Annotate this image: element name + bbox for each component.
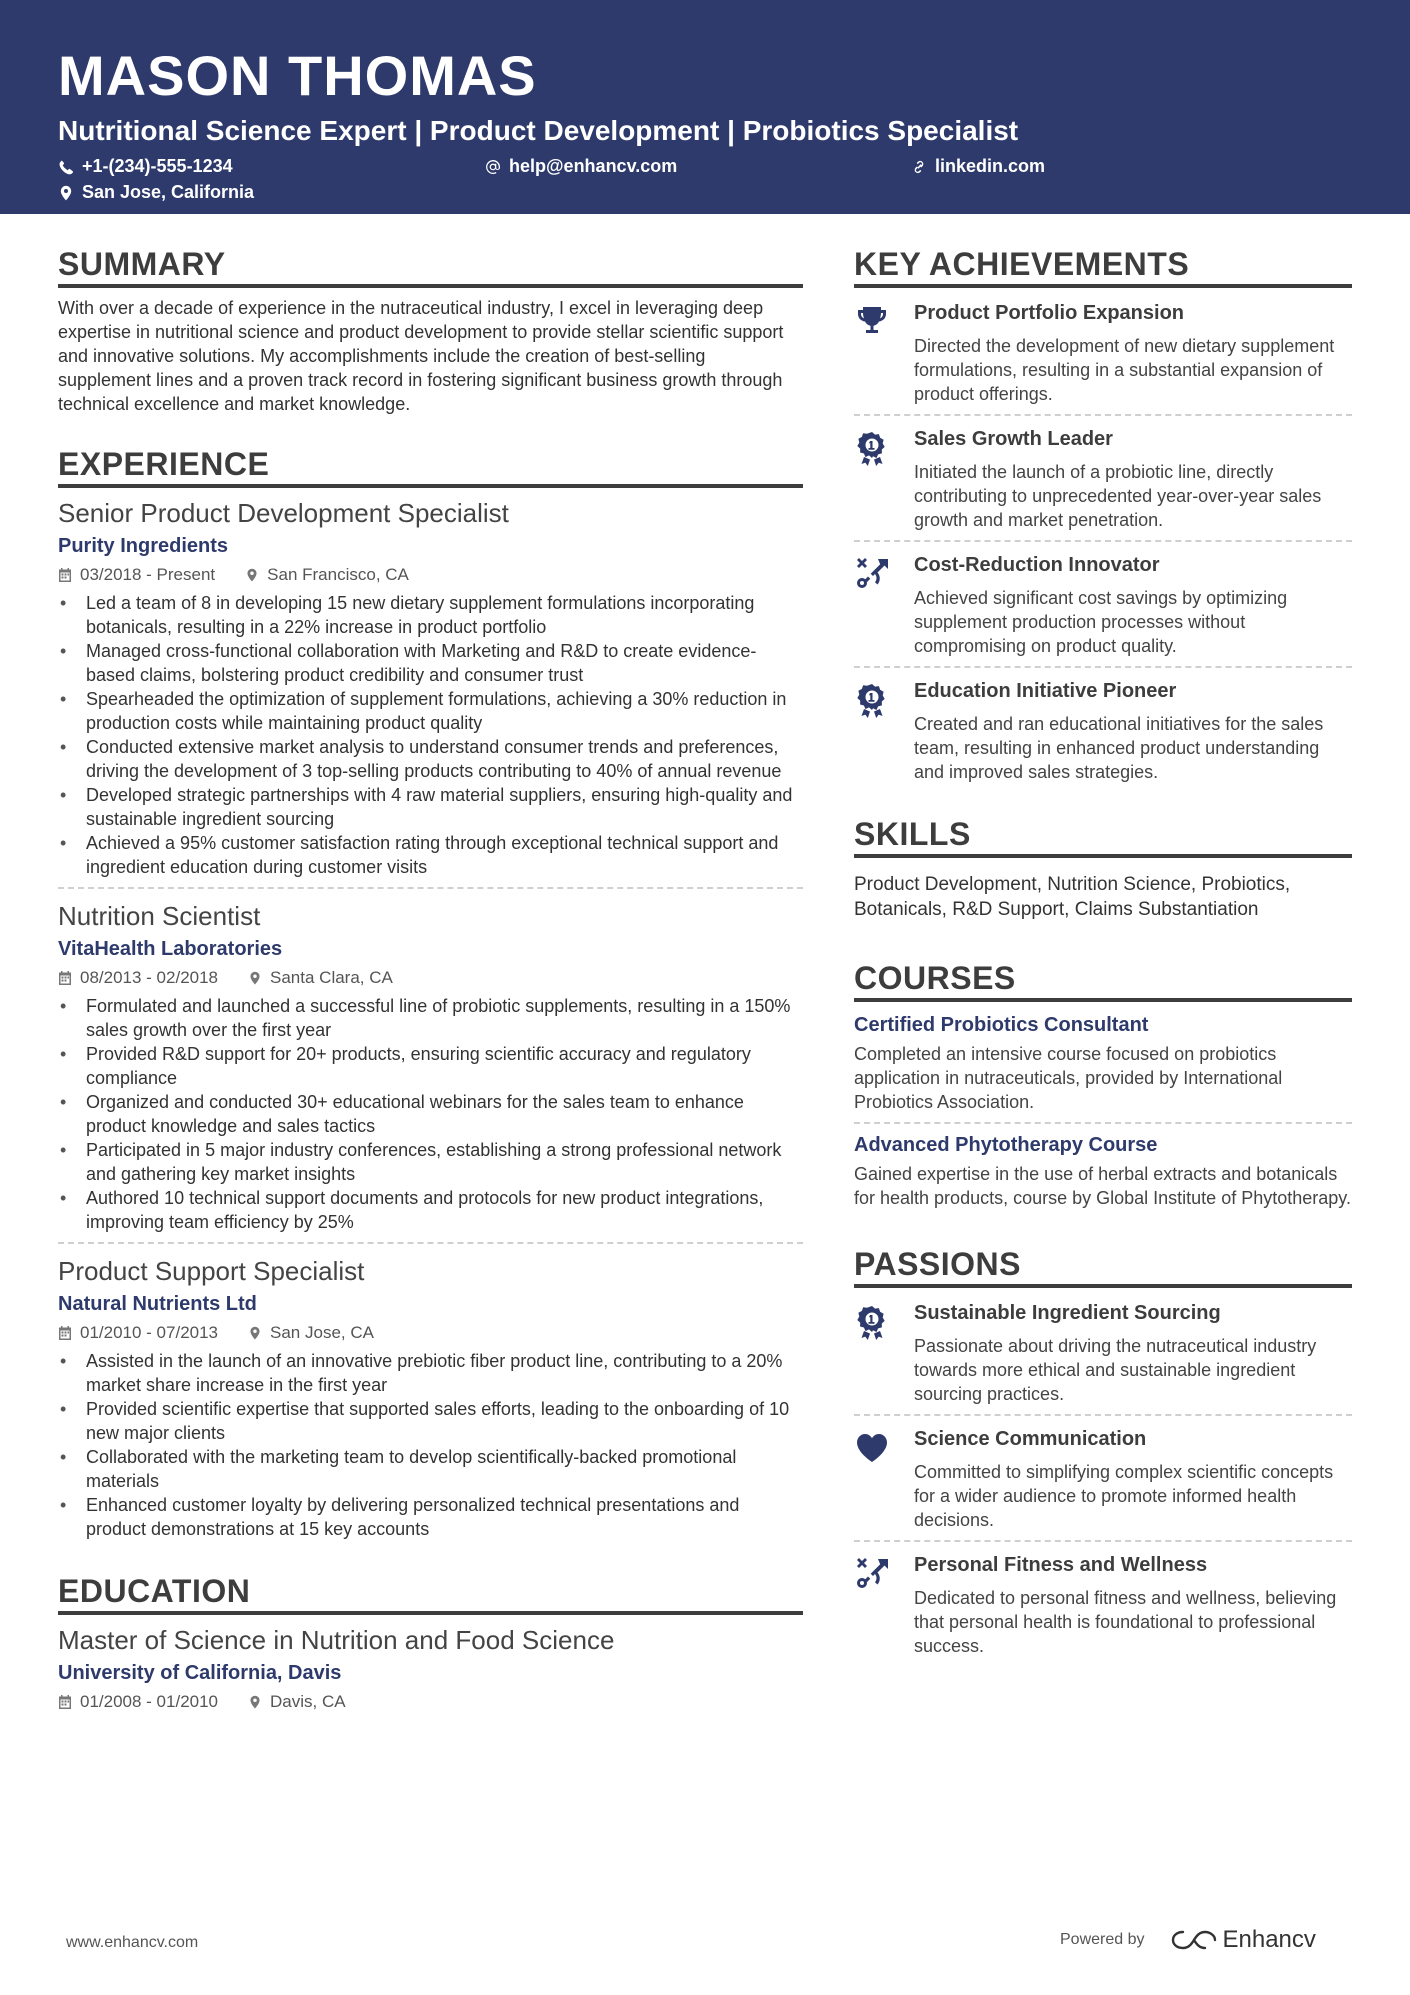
brand-name: Enhancv: [1222, 1926, 1316, 1953]
education-location-text: Davis, CA: [270, 1692, 346, 1711]
medal-icon: [854, 430, 890, 466]
course-desc: Gained expertise in the use of herbal extracts and botanicals for health products, course by Global Institute of Phytotherapy.: [854, 1164, 1351, 1208]
course-item: [854, 1124, 1352, 1218]
skills-text: Product Development, Nutrition Science, Probiotics, Botanicals, R&D Support, Claims Substantiation: [854, 874, 1291, 920]
calendar-icon: [58, 1695, 72, 1709]
contact-email[interactable]: [485, 156, 677, 177]
bullet-item: • Provided scientific expertise that supported sales efforts, leading to the onboarding of 10 new major clients: [58, 1397, 803, 1445]
job-dates-text: 01/2010 - 07/2013: [80, 1323, 219, 1342]
calendar-icon: [58, 1326, 72, 1340]
bullet-item: • Authored 10 technical support documents and protocols for new product integrations, improving team efficiency by 25%: [58, 1186, 803, 1234]
job-location: [248, 1321, 374, 1345]
degree-title: Master of Science in Nutrition and Food Science: [58, 1625, 615, 1655]
passion-desc: Committed to simplifying complex scientific concepts for a wider audience to promote informed health decisions.: [914, 1462, 1334, 1530]
passion-title: Personal Fitness and Wellness: [914, 1554, 1208, 1576]
job-location-text: San Francisco, CA: [267, 565, 409, 584]
passion-item: [854, 1296, 1352, 1416]
contact-info: [58, 156, 1352, 210]
calendar-icon: [58, 971, 72, 985]
achievement-item: [854, 668, 1352, 792]
passion-title: Sustainable Ingredient Sourcing: [914, 1302, 1221, 1324]
job-meta: [58, 1321, 803, 1345]
bullet-item: • Formulated and launched a successful line of probiotic supplements, resulting in a 150% sales growth over the first year: [58, 994, 803, 1042]
bullet-item: • Provided R&D support for 20+ products, ensuring scientific accuracy and regulatory compliance: [58, 1042, 803, 1090]
summary-heading: SUMMARY: [58, 244, 803, 288]
job-dates: [58, 1321, 218, 1345]
location-text: San Jose, California: [82, 182, 255, 202]
contact-linkedin[interactable]: [911, 156, 1045, 177]
medal-icon: [854, 1304, 890, 1340]
achievement-desc: Achieved significant cost savings by optimizing supplement production processes without compromising on product quality.: [914, 588, 1288, 656]
education-location: [248, 1690, 346, 1714]
achievement-desc: Directed the development of new dietary supplement formulations, resulting in a substantial expansion of product offerings.: [914, 336, 1335, 404]
job-dates-text: 08/2013 - 02/2018: [80, 968, 219, 987]
skills-section: [854, 814, 1352, 922]
linkedin-text: linkedin.com: [935, 156, 1046, 176]
trophy-icon: [854, 304, 890, 340]
job-entry: [58, 1254, 803, 1549]
bullet-item: • Developed strategic partnerships with 4 raw material suppliers, ensuring high-quality and sustainable ingredient sourcing: [58, 783, 803, 831]
job-dates: [58, 563, 215, 587]
bullet-item: • Managed cross-functional collaboration with Marketing and R&D to create evidence-based claims, bolstering product credibility and consumer trust: [58, 639, 803, 687]
courses-heading: COURSES: [854, 958, 1352, 1002]
location-pin-icon: [248, 971, 262, 985]
passion-item: [854, 1416, 1352, 1542]
phone-text: +1-(234)-555-1234: [82, 156, 233, 176]
bullet-item: • Achieved a 95% customer satisfaction rating through exceptional technical support and ingredient education during customer visits: [58, 831, 803, 879]
education-section: [58, 1571, 803, 1714]
bullet-item: • Assisted in the launch of an innovative prebiotic fiber product line, contributing to a 20% market share increase in the first year: [58, 1349, 803, 1397]
passion-title: Science Communication: [914, 1428, 1147, 1450]
school-name: University of California, Davis: [58, 1662, 342, 1684]
company-name: VitaHealth Laboratories: [58, 938, 283, 960]
footer-branding: [1060, 1926, 1316, 1954]
calendar-icon: [58, 568, 72, 582]
job-bullets: [58, 1349, 803, 1541]
summary-text: With over a decade of experience in the nutraceutical industry, I excel in leveraging deep expertise in nutritional science and product development to provide stellar scientific support and innovative solutions. My accomplishments include the creation of best-selling supplement lines and a proven track record in fostering significant business growth through technical excellence and market knowledge.: [58, 298, 784, 414]
job-dates-text: 03/2018 - Present: [80, 565, 216, 584]
achievements-heading: KEY ACHIEVEMENTS: [854, 244, 1352, 288]
courses-section: [854, 958, 1352, 1218]
company-name: Purity Ingredients: [58, 535, 229, 557]
left-column: [58, 244, 803, 1742]
summary-section: [58, 244, 803, 416]
job-location-text: Santa Clara, CA: [270, 968, 393, 987]
at-icon: [485, 159, 501, 175]
passions-section: [854, 1244, 1352, 1666]
job-location: [245, 563, 409, 587]
experience-heading: EXPERIENCE: [58, 444, 803, 488]
bullet-item: • Collaborated with the marketing team to develop scientifically-backed promotional materials: [58, 1445, 803, 1493]
bullet-item: • Enhanced customer loyalty by delivering personalized technical presentations and product demonstrations at 15 key accounts: [58, 1493, 803, 1541]
job-meta: [58, 563, 803, 587]
course-desc: Completed an intensive course focused on probiotics application in nutraceuticals, provided by International Probiotics Association.: [854, 1044, 1283, 1112]
job-bullets: [58, 591, 803, 879]
bullet-item: • Organized and conducted 30+ educational webinars for the sales team to enhance product knowledge and sales tactics: [58, 1090, 803, 1138]
job-location: [248, 966, 393, 990]
bullet-item: • Conducted extensive market analysis to understand consumer trends and preferences, driving the development of 3 top-selling products contributing to 40% of annual revenue: [58, 735, 803, 783]
achievement-title: Education Initiative Pioneer: [914, 680, 1177, 702]
job-entry: [58, 899, 803, 1244]
candidate-name: MASON THOMAS: [58, 44, 537, 107]
right-column: [854, 244, 1352, 1694]
strategy-icon: [854, 556, 890, 592]
achievement-title: Sales Growth Leader: [914, 428, 1113, 450]
course-title: Certified Probiotics Consultant: [854, 1014, 1149, 1036]
passion-item: [854, 1542, 1352, 1666]
job-title: Senior Product Development Specialist: [58, 498, 509, 528]
achievements-section: [854, 244, 1352, 792]
job-entry: [58, 496, 803, 889]
footer-website[interactable]: www.enhancv.com: [66, 1934, 199, 1951]
experience-section: [58, 444, 803, 1549]
achievement-item: [854, 542, 1352, 668]
email-text: help@enhancv.com: [509, 156, 678, 176]
achievement-desc: Initiated the launch of a probiotic line, directly contributing to unprecedented year-over-year sales growth and market penetration.: [914, 462, 1322, 530]
link-icon: [911, 159, 927, 175]
bullet-item: • Spearheaded the optimization of supplement formulations, achieving a 30% reduction in production costs while maintaining product quality: [58, 687, 803, 735]
job-title: Nutrition Scientist: [58, 901, 261, 931]
job-dates: [58, 966, 218, 990]
header: [0, 0, 1410, 214]
bullet-item: • Participated in 5 major industry conferences, establishing a strong professional network and gathering key market insights: [58, 1138, 803, 1186]
achievement-item: [854, 416, 1352, 542]
passion-desc: Dedicated to personal fitness and wellness, believing that personal health is foundational to professional success.: [914, 1588, 1337, 1656]
achievement-title: Product Portfolio Expansion: [914, 302, 1185, 324]
job-bullets: [58, 994, 803, 1234]
company-name: Natural Nutrients Ltd: [58, 1293, 257, 1315]
passion-desc: Passionate about driving the nutraceutical industry towards more ethical and sustainable ingredient sourcing practices.: [914, 1336, 1317, 1404]
location-pin-icon: [248, 1695, 262, 1709]
course-item: [854, 1010, 1352, 1124]
passions-heading: PASSIONS: [854, 1244, 1352, 1288]
education-dates-text: 01/2008 - 01/2010: [80, 1692, 219, 1711]
education-dates: [58, 1690, 218, 1714]
achievement-title: Cost-Reduction Innovator: [914, 554, 1160, 576]
brand-logo[interactable]: [1171, 1926, 1316, 1954]
education-heading: EDUCATION: [58, 1571, 803, 1615]
contact-location: [58, 182, 254, 203]
course-title: Advanced Phytotherapy Course: [854, 1134, 1158, 1156]
bullet-item: • Led a team of 8 in developing 15 new dietary supplement formulations incorporating botanicals, resulting in a 22% increase in product portfolio: [58, 591, 803, 639]
education-meta: [58, 1690, 803, 1714]
job-location-text: San Jose, CA: [270, 1323, 374, 1342]
medal-icon: [854, 682, 890, 718]
contact-phone[interactable]: [58, 156, 233, 177]
candidate-title: Nutritional Science Expert | Product Development | Probiotics Specialist: [58, 115, 1019, 146]
location-pin-icon: [58, 185, 74, 201]
enhancv-logo-icon: [1171, 1928, 1217, 1952]
location-pin-icon: [248, 1326, 262, 1340]
achievement-desc: Created and ran educational initiatives for the sales team, resulting in enhanced product understanding and improved sales strategies.: [914, 714, 1324, 782]
job-title: Product Support Specialist: [58, 1256, 365, 1286]
achievement-item: [854, 296, 1352, 416]
location-pin-icon: [245, 568, 259, 582]
job-meta: [58, 966, 803, 990]
skills-heading: SKILLS: [854, 814, 1352, 858]
powered-by-text: Powered by: [1060, 1931, 1145, 1948]
phone-icon: [58, 159, 74, 175]
strategy-icon: [854, 1556, 890, 1592]
heart-icon: [854, 1430, 890, 1466]
